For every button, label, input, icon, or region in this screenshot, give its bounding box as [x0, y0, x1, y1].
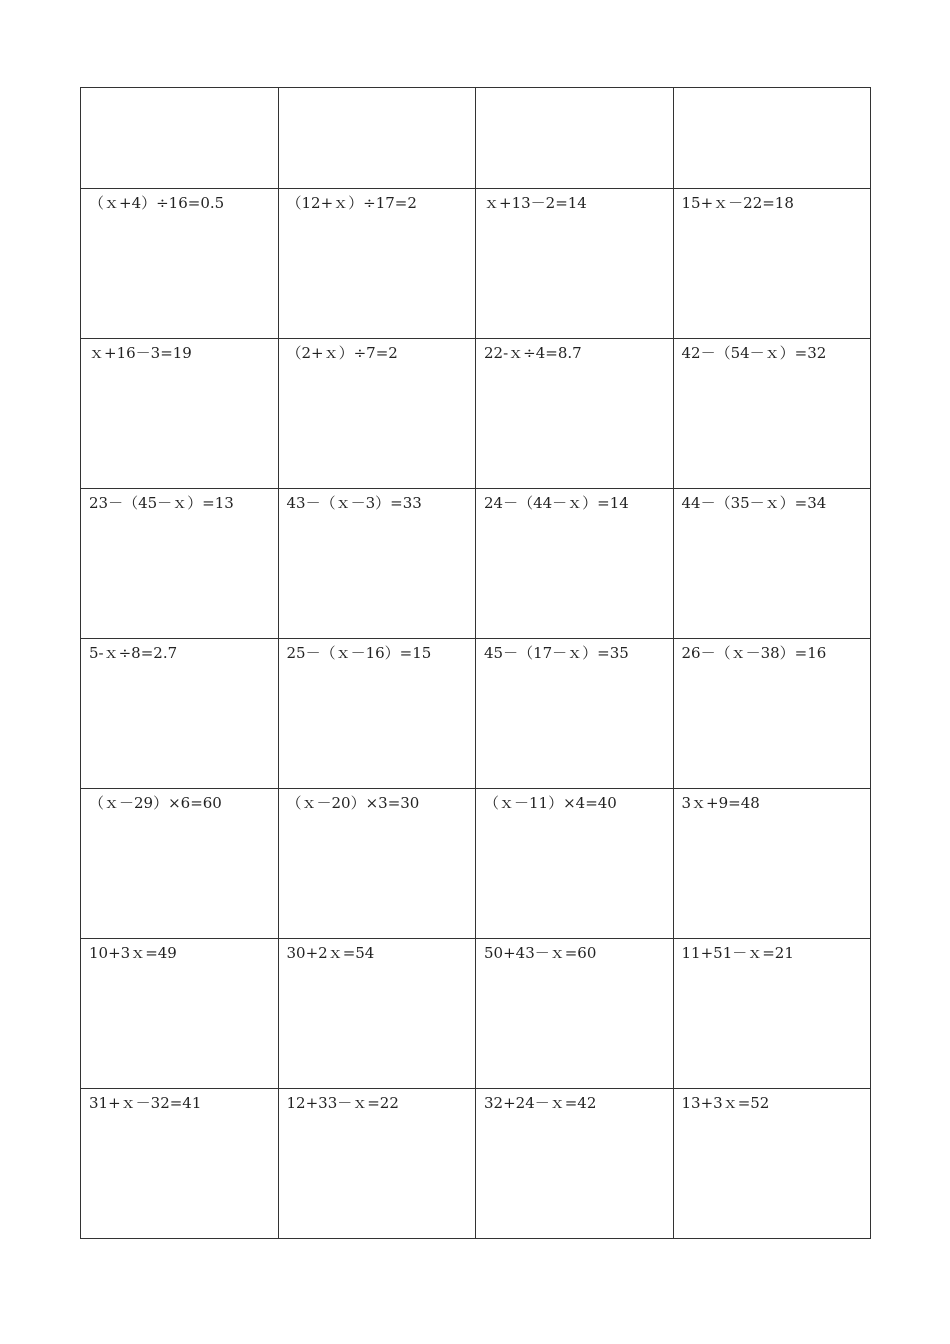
- problem-cell: [278, 789, 476, 939]
- problem-row: [81, 939, 871, 1089]
- equation-text: 3ｘ+9=48: [681, 794, 760, 812]
- equation-text: （ｘ－11）×4=40: [484, 794, 617, 812]
- problem-cell: [278, 339, 476, 489]
- equation-text: 42－（54－ｘ）=32: [681, 344, 827, 362]
- problem-cell: [278, 189, 476, 339]
- equation-text: 25－（ｘ－16）=15: [286, 644, 432, 662]
- equation-text: 13+3ｘ=52: [681, 1094, 770, 1112]
- blank-top-row: [81, 88, 871, 189]
- problem-cell: [476, 189, 674, 339]
- problem-cell: [476, 489, 674, 639]
- equation-text: 24－（44－ｘ）=14: [484, 494, 629, 512]
- problem-cell: [278, 1089, 476, 1239]
- problem-cell: [673, 939, 871, 1089]
- problem-row: [81, 489, 871, 639]
- equation-text: 11+51－ｘ=21: [681, 944, 794, 962]
- problem-cell: [673, 339, 871, 489]
- equation-text: ｘ+16－3=19: [89, 344, 192, 362]
- problem-cell: [476, 639, 674, 789]
- problem-cell: [81, 339, 279, 489]
- problem-cell: [673, 639, 871, 789]
- equation-text: 31+ｘ－32=41: [89, 1094, 202, 1112]
- equation-text: 22-ｘ÷4=8.7: [484, 344, 582, 362]
- equation-text: 43－（ｘ－3）=33: [286, 494, 422, 512]
- blank-cell: [476, 88, 674, 189]
- problem-cell: [81, 639, 279, 789]
- equation-text: 50+43－ｘ=60: [484, 944, 597, 962]
- equation-text: 15+ｘ－22=18: [681, 194, 794, 212]
- equation-text: ｘ+13－2=14: [484, 194, 587, 212]
- equation-text: （2+ｘ）÷7=2: [286, 344, 398, 362]
- problem-row: [81, 639, 871, 789]
- problem-row: [81, 1089, 871, 1239]
- problem-cell: [673, 789, 871, 939]
- problem-cell: [673, 189, 871, 339]
- problem-row: [81, 339, 871, 489]
- equation-text: 26－（ｘ－38）=16: [681, 644, 827, 662]
- equation-text: 12+33－ｘ=22: [286, 1094, 399, 1112]
- problem-cell: [81, 489, 279, 639]
- problem-cell: [673, 1089, 871, 1239]
- problem-cell: [81, 1089, 279, 1239]
- problem-cell: [81, 189, 279, 339]
- problem-cell: [476, 789, 674, 939]
- blank-cell-text: [476, 88, 673, 94]
- problem-cell: [476, 1089, 674, 1239]
- equation-text: 10+3ｘ=49: [89, 944, 177, 962]
- blank-cell-text: [81, 88, 278, 94]
- problem-cell: [278, 939, 476, 1089]
- equation-text: 45－（17－ｘ）=35: [484, 644, 629, 662]
- blank-cell: [278, 88, 476, 189]
- equation-text: （ｘ+4）÷16=0.5: [89, 194, 225, 212]
- blank-cell-text: [674, 88, 871, 94]
- problem-cell: [278, 489, 476, 639]
- blank-cell: [673, 88, 871, 189]
- problem-cell: [476, 339, 674, 489]
- problem-row: [81, 189, 871, 339]
- equation-text: 5-ｘ÷8=2.7: [89, 644, 178, 662]
- equation-worksheet-table: [80, 87, 871, 1239]
- equation-text: 23－（45－ｘ）=13: [89, 494, 234, 512]
- blank-cell: [81, 88, 279, 189]
- problem-cell: [81, 939, 279, 1089]
- equation-text: 32+24－ｘ=42: [484, 1094, 597, 1112]
- equation-text: 44－（35－ｘ）=34: [681, 494, 827, 512]
- equation-text: （ｘ－29）×6=60: [89, 794, 222, 812]
- equation-text: （12+ｘ）÷17=2: [286, 194, 417, 212]
- problem-cell: [476, 939, 674, 1089]
- equation-text: （ｘ－20）×3=30: [286, 794, 420, 812]
- problem-cell: [673, 489, 871, 639]
- blank-cell-text: [279, 88, 476, 94]
- problem-row: [81, 789, 871, 939]
- equation-text: 30+2ｘ=54: [286, 944, 375, 962]
- problem-cell: [81, 789, 279, 939]
- problem-cell: [278, 639, 476, 789]
